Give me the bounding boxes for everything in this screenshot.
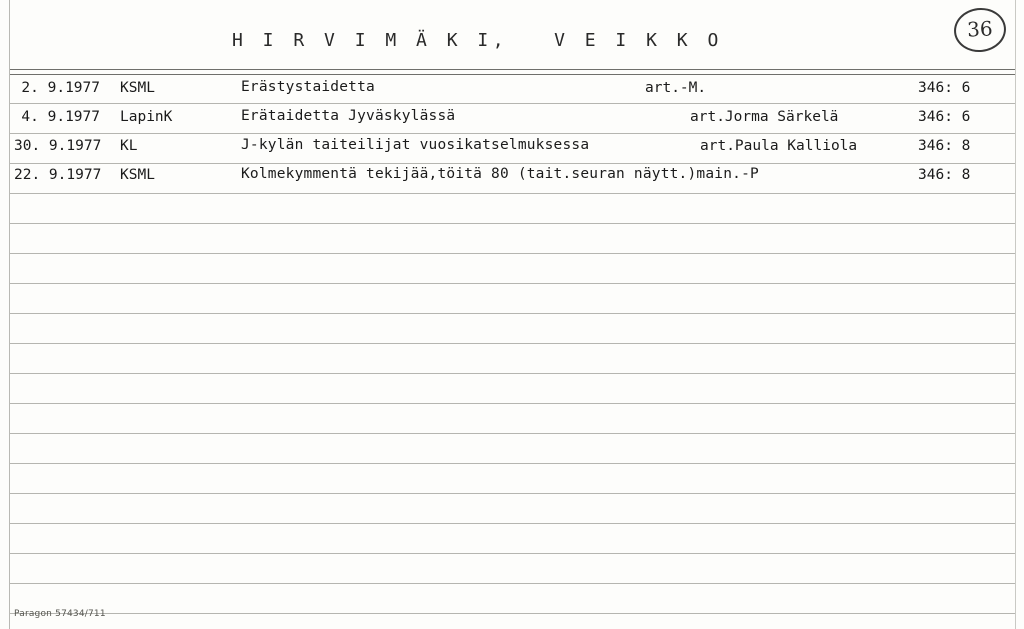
entry-title: J-kylän taiteilijat vuosikatselmuksessa [241,137,590,153]
entry-title: Erästystaidetta [241,79,375,95]
entry-reference: 346: 8 [918,167,971,183]
entry-source: KSML [120,167,155,183]
entry-list [0,74,1024,604]
entry-date: 22. 9.1977 [14,167,102,183]
entry-reference: 346: 8 [918,138,971,154]
entry-source: LapinK [120,109,173,125]
page-number: 36 [966,16,994,42]
table-row [0,161,1024,190]
entry-title: Kolmekymmentä tekijää,töitä 80 (tait.seuran näytt.)main.-P [241,166,759,182]
entry-date: 4. 9.1977 [21,109,100,125]
entry-source: KL [120,138,138,154]
header-rule-upper [10,69,1015,70]
table-row [0,103,1024,132]
entry-date: 30. 9.1977 [14,138,102,154]
entry-date: 2. 9.1977 [21,80,100,96]
page-number-circle [952,5,1008,54]
entry-reference: 346: 6 [918,109,971,125]
paper-texture [0,603,1024,629]
entry-title: Erätaidetta Jyväskylässä [241,108,456,124]
footer-imprint: Paragon 57434/711 [14,609,106,619]
table-row [0,74,1024,103]
entry-source: KSML [120,80,155,96]
entry-author: art.Jorma Särkelä [690,109,839,125]
entry-author: art.-M. [645,80,707,96]
entry-reference: 346: 6 [918,80,971,96]
entry-author: art.Paula Kalliola [700,138,858,154]
table-row [0,132,1024,161]
page-title: H I R V I M Ä K I, V E I K K O [232,30,723,51]
